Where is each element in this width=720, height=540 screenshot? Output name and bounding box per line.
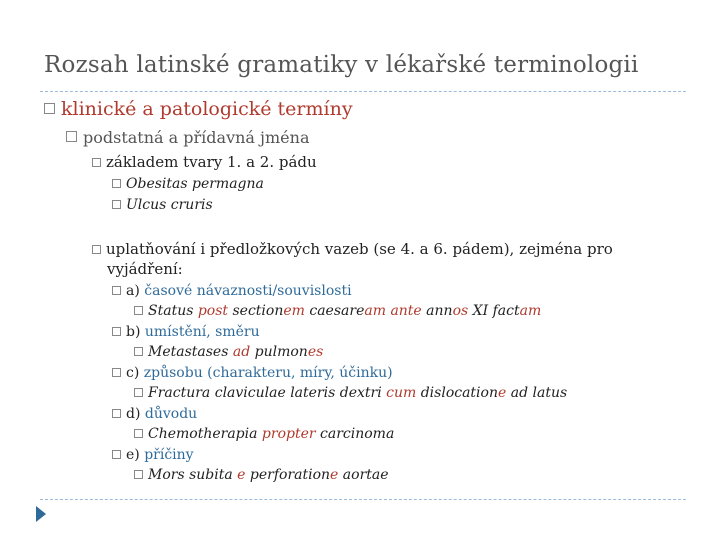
example-part: section xyxy=(228,303,284,319)
item-e-example xyxy=(134,468,389,482)
item-label: umístění, směru xyxy=(144,324,260,340)
group2-heading-line2: vyjádření: xyxy=(107,260,183,278)
square-bullet-icon xyxy=(112,200,121,209)
example-highlight: e xyxy=(497,385,507,401)
group2-heading-line1: uplatňování i předložkových vazeb (se 4. a 6. pádem), zejména pro xyxy=(106,240,613,258)
example-highlight: am xyxy=(364,303,386,319)
square-bullet-icon xyxy=(134,429,143,438)
item-label: důvodu xyxy=(144,406,198,422)
item-prefix: d) xyxy=(126,406,145,422)
example-part: Chemotherapia xyxy=(148,426,262,442)
bullet-level2 xyxy=(66,130,309,146)
example-part: caesare xyxy=(304,303,365,319)
example-highlight: cum xyxy=(386,385,417,401)
example-part: ad latus xyxy=(506,385,568,401)
example-part: pulmon xyxy=(250,344,308,360)
example-highlight: ad xyxy=(232,344,251,360)
item-c xyxy=(112,366,393,380)
example-part: Mors subita xyxy=(148,467,238,483)
item-d xyxy=(112,407,197,421)
square-bullet-icon xyxy=(112,179,121,188)
example-part: Fractura claviculae lateris dextri xyxy=(148,385,387,401)
square-bullet-icon xyxy=(134,306,143,315)
item-prefix: b) xyxy=(126,324,145,340)
example-highlight: e xyxy=(237,467,246,483)
item-prefix: c) xyxy=(126,365,144,381)
bullet-level1 xyxy=(44,100,353,119)
item-b xyxy=(112,325,260,339)
example-highlight: e xyxy=(330,467,339,483)
example-highlight: am xyxy=(519,303,542,319)
example-text: Ulcus cruris xyxy=(126,197,213,213)
item-e xyxy=(112,448,194,462)
square-bullet-icon xyxy=(92,245,101,254)
item-d-example xyxy=(134,427,394,441)
level1-text: klinické a patologické termíny xyxy=(61,98,353,120)
square-bullet-icon xyxy=(134,347,143,356)
level2-text: podstatná a přídavná jména xyxy=(83,128,310,147)
group1-example-2 xyxy=(112,198,213,212)
item-label: příčiny xyxy=(144,447,194,463)
square-bullet-icon xyxy=(134,388,143,397)
example-highlight: os xyxy=(452,303,469,319)
example-text: Obesitas permagna xyxy=(126,176,264,192)
group1-heading-text: základem tvary 1. a 2. pádu xyxy=(106,153,317,171)
example-part: dislocation xyxy=(416,385,498,401)
example-highlight: propter xyxy=(261,426,316,442)
square-bullet-icon xyxy=(112,327,121,336)
item-label: časové návaznosti/souvislosti xyxy=(144,283,352,299)
square-bullet-icon xyxy=(134,470,143,479)
example-highlight: post xyxy=(197,303,229,319)
group2-heading-cont xyxy=(107,262,183,277)
example-part: carcinoma xyxy=(315,426,395,442)
footer-divider xyxy=(40,499,686,500)
example-highlight: em xyxy=(283,303,305,319)
group1-heading xyxy=(92,155,317,170)
group2-heading xyxy=(92,242,613,257)
slide-title: Rozsah latinské gramatiky v lékařské terminologii xyxy=(44,52,639,78)
group1-example-1 xyxy=(112,177,264,191)
item-b-example xyxy=(134,345,323,359)
item-label: způsobu (charakteru, míry, účinku) xyxy=(143,365,393,381)
item-prefix: e) xyxy=(126,447,145,463)
title-divider xyxy=(40,91,686,92)
square-bullet-icon xyxy=(112,286,121,295)
square-bullet-icon xyxy=(44,103,55,114)
example-part: perforation xyxy=(245,467,331,483)
example-part: ann xyxy=(421,303,453,319)
example-highlight: es xyxy=(307,344,324,360)
triangle-marker-icon xyxy=(36,506,46,522)
item-prefix: a) xyxy=(126,283,145,299)
example-highlight: ante xyxy=(390,303,422,319)
square-bullet-icon xyxy=(66,131,77,142)
example-part: Status xyxy=(148,303,198,319)
item-c-example xyxy=(134,386,567,400)
item-a-example xyxy=(134,304,541,318)
item-a xyxy=(112,284,352,298)
example-part: XI fact xyxy=(468,303,520,319)
example-part: aortae xyxy=(338,467,389,483)
square-bullet-icon xyxy=(112,409,121,418)
square-bullet-icon xyxy=(112,450,121,459)
example-part: Metastases xyxy=(148,344,233,360)
square-bullet-icon xyxy=(92,158,101,167)
square-bullet-icon xyxy=(112,368,121,377)
